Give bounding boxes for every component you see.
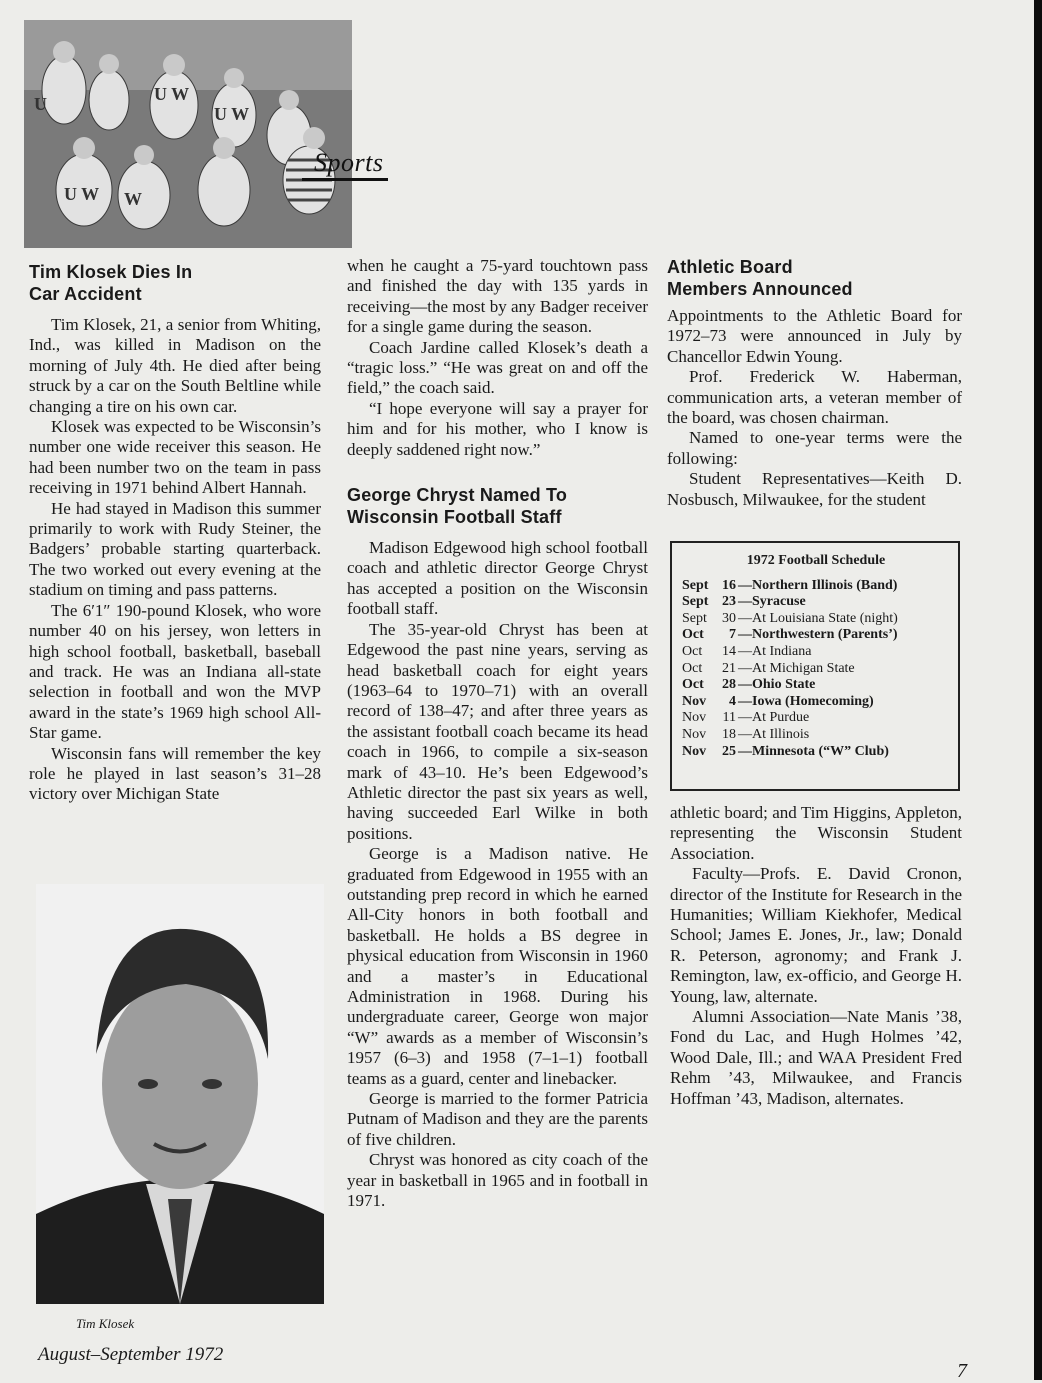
klosek-headline: Tim Klosek Dies In Car Accident (29, 262, 193, 304)
svg-text:U W: U W (214, 104, 250, 124)
klosek-paragraph: “I hope everyone will say a prayer for him and for his mother, who I know is deeply saddened right now.” (347, 398, 648, 459)
schedule-day: 7 (729, 627, 736, 643)
board-paragraph: Named to one-year terms were the following: (667, 428, 962, 468)
schedule-row (682, 578, 950, 595)
klosek-portrait (36, 884, 324, 1304)
scan-edge (1034, 0, 1042, 1380)
schedule-month: Oct (682, 660, 703, 676)
chryst-paragraph: George is married to the former Patricia Putnam of Madison and they are the parents of five children. (347, 1089, 648, 1149)
chryst-paragraph: George is a Madison native. He graduated from Edgewood in 1955 with an outstanding prep record in which he earned All-City honors in both football and basketball. He holds a BS degree in physical education from Wisconsin in 1960 and a master’s in Educational Administration in 1968. During his undergraduate career, George won major “W” awards as a member of Wisconsin’s 1957 (6–3) and 1958 (7–1–1) football teams as a guard, center and linebacker. (347, 844, 648, 1088)
section-title-rule (302, 178, 388, 181)
chryst-headline: George Chryst Named To Wisconsin Football Staff (347, 485, 568, 528)
board-paragraph: athletic board; and Tim Higgins, Appleton, representing the Wisconsin Student Association. (670, 803, 962, 863)
board-paragraph: Student Representatives—Keith D. Nosbusch, Milwaukee, for the student (667, 469, 962, 509)
svg-text:W: W (124, 189, 142, 209)
klosek-paragraph: Coach Jardine called Klosek’s death a “tragic loss.” “He was great on and off the field,” the coach said. (347, 337, 648, 398)
schedule-month: Sept (682, 610, 707, 626)
svg-text:U W: U W (154, 84, 190, 104)
schedule-month: Nov (682, 710, 707, 726)
schedule-day: 28 (722, 677, 736, 693)
klosek-paragraph: Klosek was expected to be Wisconsin’s number one wide receiver this season. He had been number two on the team in pass receiving in 1971 behind Albert Hannah. (29, 417, 321, 498)
schedule-row (682, 644, 950, 661)
schedule-opponent: —At Michigan State (738, 660, 855, 676)
schedule-day: 4 (729, 693, 736, 709)
schedule-opponent: —Iowa (Homecoming) (738, 693, 874, 709)
schedule-title: 1972 Football Schedule (746, 553, 886, 568)
schedule-opponent: —Northern Illinois (Band) (738, 577, 898, 593)
issue-date: August–September 1972 (38, 1344, 224, 1365)
schedule-day: 16 (722, 577, 736, 593)
schedule-opponent: —At Purdue (738, 710, 810, 726)
schedule-month: Nov (682, 726, 707, 742)
klosek-paragraph: Tim Klosek, 21, a senior from Whiting, Ind., was killed in Madison on the morning of July 4th. He died after being struck by a car on the South Beltline while changing a tire on his own car. (29, 315, 321, 416)
schedule-row (682, 677, 950, 694)
schedule-month: Sept (682, 577, 709, 593)
schedule-row (682, 661, 950, 678)
svg-text:U W: U W (64, 184, 100, 204)
article-klosek (29, 261, 321, 805)
schedule-row (682, 627, 950, 644)
klosek-paragraph: when he caught a 75-yard touchtown pass and finished the day with 135 yards in receiving—the most by any Badger receiver for a single game during the season. (347, 256, 648, 337)
schedule-month: Oct (682, 677, 704, 693)
schedule-month: Oct (682, 643, 703, 659)
schedule-opponent: —Northwestern (Parents’) (738, 627, 898, 643)
schedule-day: 23 (722, 594, 736, 610)
schedule-day: 30 (722, 610, 736, 626)
klosek-paragraph: The 6′1″ 190-pound Klosek, who wore number 40 on his jersey, won letters in high school football, basketball, baseball and track. He was an Indiana all-state selection in football and won the MVP award in the state’s 1969 high school All-Star game. (29, 600, 321, 743)
chryst-paragraph: The 35-year-old Chryst has been at Edgewood the past nine years, serving as head basketball coach for eight years (1963–64 to 1970–71) with an overall record of 138–47; and after three years as the assistant football coach became its head coach in 1966, to compile a six-season mark of 43–10. He’s been Edgewood’s Athletic director the past six years as well, having succeeded Earl Wilke in both positions. (347, 619, 648, 843)
schedule-month: Nov (682, 693, 707, 709)
schedule-opponent: —At Illinois (738, 726, 810, 742)
klosek-paragraph: He had stayed in Madison this summer primarily to work with Rudy Steiner, the Badgers’ probable starting quarterback. The two worked out every evening at the stadium on timing and pass patterns. (29, 498, 321, 600)
schedule-day: 14 (722, 643, 736, 659)
section-title: Sports (314, 148, 384, 177)
schedule-row (682, 710, 950, 727)
schedule-opponent: —Syracuse (738, 594, 806, 610)
column-middle (347, 256, 648, 1211)
svg-text:U: U (34, 94, 47, 114)
article-athletic-board-continued (670, 803, 962, 1109)
page-number: 7 (957, 1360, 967, 1382)
article-athletic-board (667, 256, 962, 510)
klosek-paragraph: Wisconsin fans will remember the key role he played in last season’s 31–28 victory over Michigan State (29, 743, 321, 804)
schedule-month: Oct (682, 627, 704, 643)
athletic-board-headline: Athletic Board Members Announced (667, 257, 853, 299)
vintage-team-photo (24, 20, 352, 248)
schedule-opponent: —At Indiana (738, 643, 812, 659)
schedule-opponent: —Ohio State (738, 677, 816, 693)
schedule-month: Nov (682, 743, 707, 759)
board-paragraph: Faculty—Profs. E. David Cronon, director of the Institute for Research in the Humanities; William Kiekhofer, Medical School; James E. Jones, Jr., law; Donald R. Peterson, agronomy; and Frank J. Remington, law, ex-officio, and George H. Young, law, alternate. (670, 864, 962, 1006)
schedule-row (682, 694, 950, 711)
football-schedule-box (670, 541, 960, 791)
schedule-opponent: —At Louisiana State (night) (738, 610, 898, 626)
board-paragraph: Prof. Frederick W. Haberman, communication arts, a veteran member of the board, was chosen chairman. (667, 367, 962, 428)
schedule-month: Sept (682, 594, 709, 610)
schedule-day: 21 (722, 660, 736, 676)
chryst-paragraph: Chryst was honored as city coach of the year in basketball in 1965 and in football in 1971. (347, 1150, 648, 1211)
board-paragraph: Alumni Association—Nate Manis ’38, Fond du Lac, and Hugh Holmes ’42, Wood Dale, Ill.; and WAA President Fred Rehm ’43, Milwaukee, and Francis Hoffman ’43, Madison, alternates. (670, 1007, 962, 1108)
chryst-paragraph: Madison Edgewood high school football coach and athletic director George Chryst has accepted a position on the Wisconsin football staff. (347, 538, 648, 619)
photo-caption: Tim Klosek (76, 1316, 135, 1331)
schedule-row (682, 727, 950, 744)
schedule-row (682, 744, 950, 761)
board-paragraph: Appointments to the Athletic Board for 1972–73 were announced in July by Chancellor Edwin Young. (667, 306, 962, 366)
schedule-day: 18 (722, 726, 736, 742)
schedule-day: 25 (722, 743, 736, 759)
schedule-row (682, 594, 950, 611)
schedule-row (682, 611, 950, 628)
schedule-opponent: —Minnesota (“W” Club) (738, 743, 889, 759)
schedule-day: 11 (722, 710, 736, 726)
schedule-list (682, 578, 950, 761)
